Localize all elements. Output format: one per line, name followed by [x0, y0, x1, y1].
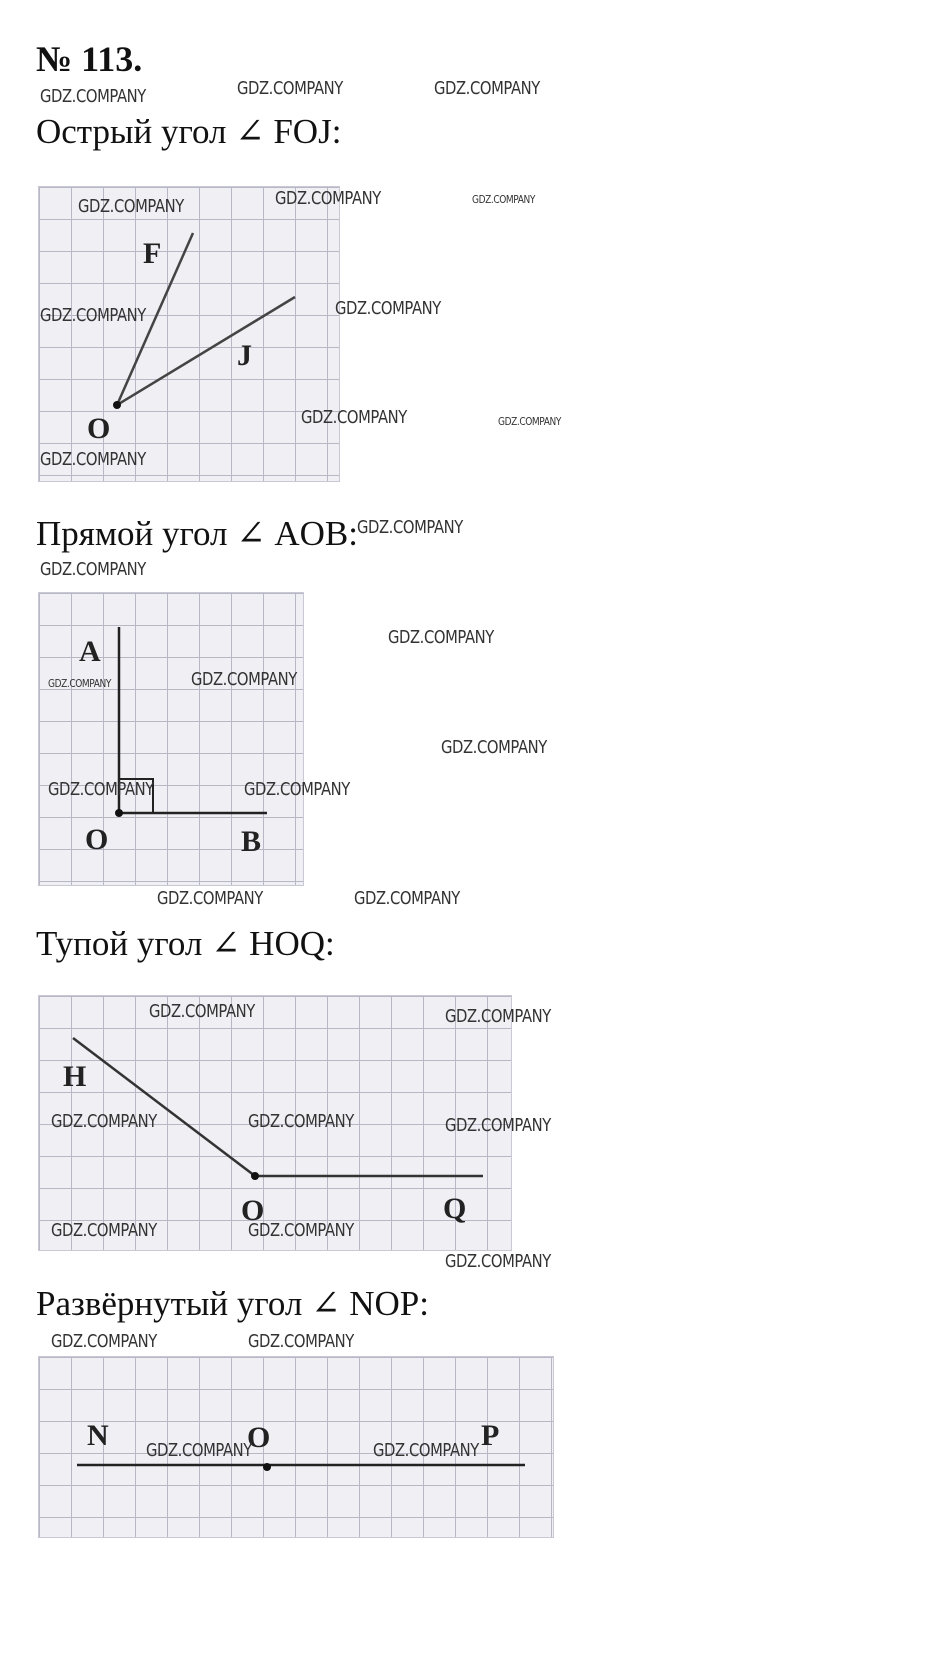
- watermark: GDZ.COMPANY: [301, 407, 407, 428]
- watermark: GDZ.COMPANY: [445, 1115, 551, 1136]
- label-n: N: [87, 1419, 109, 1452]
- right-angle-heading: Прямой угол ∠ AOB:: [36, 514, 358, 553]
- watermark: GDZ.COMPANY: [40, 449, 146, 470]
- watermark: GDZ.COMPANY: [354, 888, 460, 909]
- vertex-o: [263, 1463, 271, 1471]
- ray-oh: [73, 1038, 255, 1176]
- label-p: P: [481, 1419, 500, 1452]
- acute-angle-grid: [38, 186, 340, 482]
- right-angle-figure: [39, 593, 303, 885]
- acute-angle-figure: [39, 187, 339, 481]
- label-h: H: [63, 1060, 87, 1093]
- watermark: GDZ.COMPANY: [40, 305, 146, 326]
- watermark: GDZ.COMPANY: [275, 188, 381, 209]
- watermark: GDZ.COMPANY: [40, 86, 146, 107]
- watermark: GDZ.COMPANY: [498, 415, 561, 428]
- watermark: GDZ.COMPANY: [244, 779, 350, 800]
- label-a: A: [79, 635, 101, 668]
- watermark: GDZ.COMPANY: [248, 1111, 354, 1132]
- watermark: GDZ.COMPANY: [40, 559, 146, 580]
- watermark: GDZ.COMPANY: [51, 1220, 157, 1241]
- right-angle-grid: [38, 592, 304, 886]
- watermark: GDZ.COMPANY: [237, 78, 343, 99]
- watermark: GDZ.COMPANY: [445, 1006, 551, 1027]
- watermark: GDZ.COMPANY: [357, 517, 463, 538]
- label-o: O: [85, 823, 109, 856]
- label-o: O: [87, 412, 111, 445]
- label-j: J: [237, 339, 252, 372]
- watermark: GDZ.COMPANY: [191, 669, 297, 690]
- watermark: GDZ.COMPANY: [373, 1440, 479, 1461]
- watermark: GDZ.COMPANY: [48, 779, 154, 800]
- label-o: O: [241, 1194, 265, 1227]
- watermark: GDZ.COMPANY: [248, 1331, 354, 1352]
- watermark: GDZ.COMPANY: [388, 627, 494, 648]
- label-o: O: [247, 1421, 271, 1454]
- vertex-o: [113, 401, 121, 409]
- vertex-o: [115, 809, 123, 817]
- watermark: GDZ.COMPANY: [157, 888, 263, 909]
- straight-angle-heading: Развёрнутый угол ∠ NOP:: [36, 1284, 429, 1323]
- watermark: GDZ.COMPANY: [51, 1111, 157, 1132]
- watermark: GDZ.COMPANY: [248, 1220, 354, 1241]
- acute-angle-heading: Острый угол ∠ FOJ:: [36, 112, 342, 151]
- watermark: GDZ.COMPANY: [149, 1001, 255, 1022]
- watermark: GDZ.COMPANY: [48, 677, 111, 690]
- watermark: GDZ.COMPANY: [146, 1440, 252, 1461]
- watermark: GDZ.COMPANY: [472, 193, 535, 206]
- label-b: B: [241, 825, 262, 858]
- watermark: GDZ.COMPANY: [441, 737, 547, 758]
- obtuse-angle-heading: Тупой угол ∠ HOQ:: [36, 924, 335, 963]
- watermark: GDZ.COMPANY: [434, 78, 540, 99]
- label-f: F: [143, 237, 162, 270]
- vertex-o: [251, 1172, 259, 1180]
- watermark: GDZ.COMPANY: [78, 196, 184, 217]
- watermark: GDZ.COMPANY: [51, 1331, 157, 1352]
- problem-number: № 113.: [36, 39, 143, 79]
- watermark: GDZ.COMPANY: [335, 298, 441, 319]
- label-q: Q: [443, 1192, 467, 1225]
- watermark: GDZ.COMPANY: [445, 1251, 551, 1272]
